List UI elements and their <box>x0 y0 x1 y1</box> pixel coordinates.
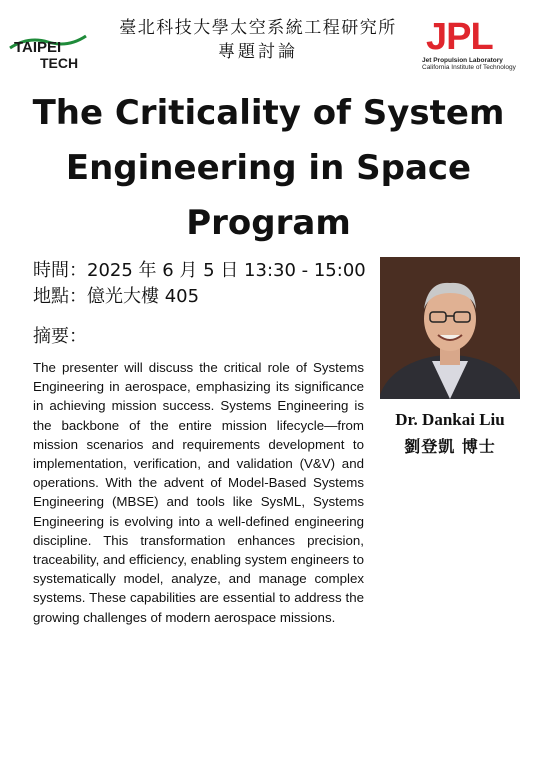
jpl-logo-text: JPL <box>426 18 493 52</box>
event-info <box>33 258 366 310</box>
institute-name: 臺北科技大學太空系統工程研究所 <box>119 18 397 38</box>
taipei-logo-top: TAIPEI <box>14 39 62 56</box>
taipei-logo-bottom: TECH <box>40 55 79 70</box>
speaker-name-en: Dr. Dankai Liu <box>395 410 505 429</box>
abstract-label: 摘要： <box>33 326 87 347</box>
taipei-tech-logo <box>8 26 88 70</box>
speaker-name-cn: 劉登凱 博士 <box>404 437 496 456</box>
abstract-text: The presenter will discuss the critical role of Systems Engineering in aerospace, emphasizing its significance in achieving mission success. Systems Engineering is the backbone of the entire mission lifecycle—from mission scenarios and requirements development to implementation, verification, and validation (V&V) and operations. With the advent of Model-Based Systems Engineering (MBSE) and tools like SysML, Systems Engineering is evolving into a well-defined engineering discipline. This transformation enhances precision, traceability, and efficiency, enabling system engineers to systematically model, analyze, and manage complex systems. These capabilities are essential to address the growing challenges of modern aerospace missions. <box>33 360 364 625</box>
event-place: 地點：億光大樓 405 <box>33 286 200 307</box>
jpl-logo <box>422 18 532 74</box>
jpl-line1: Jet Propulsion Laboratory <box>422 57 503 64</box>
jpl-line2: California Institute of Technology <box>422 64 516 71</box>
speaker-photo <box>380 257 520 399</box>
header-center <box>98 16 418 64</box>
page-title: The Criticality of System Engineering in Space Program <box>32 93 505 243</box>
seminar-label: 專題討論 <box>218 42 298 62</box>
event-time: 時間：2025 年 6 月 5 日 13:30 - 15:00 <box>33 260 366 281</box>
